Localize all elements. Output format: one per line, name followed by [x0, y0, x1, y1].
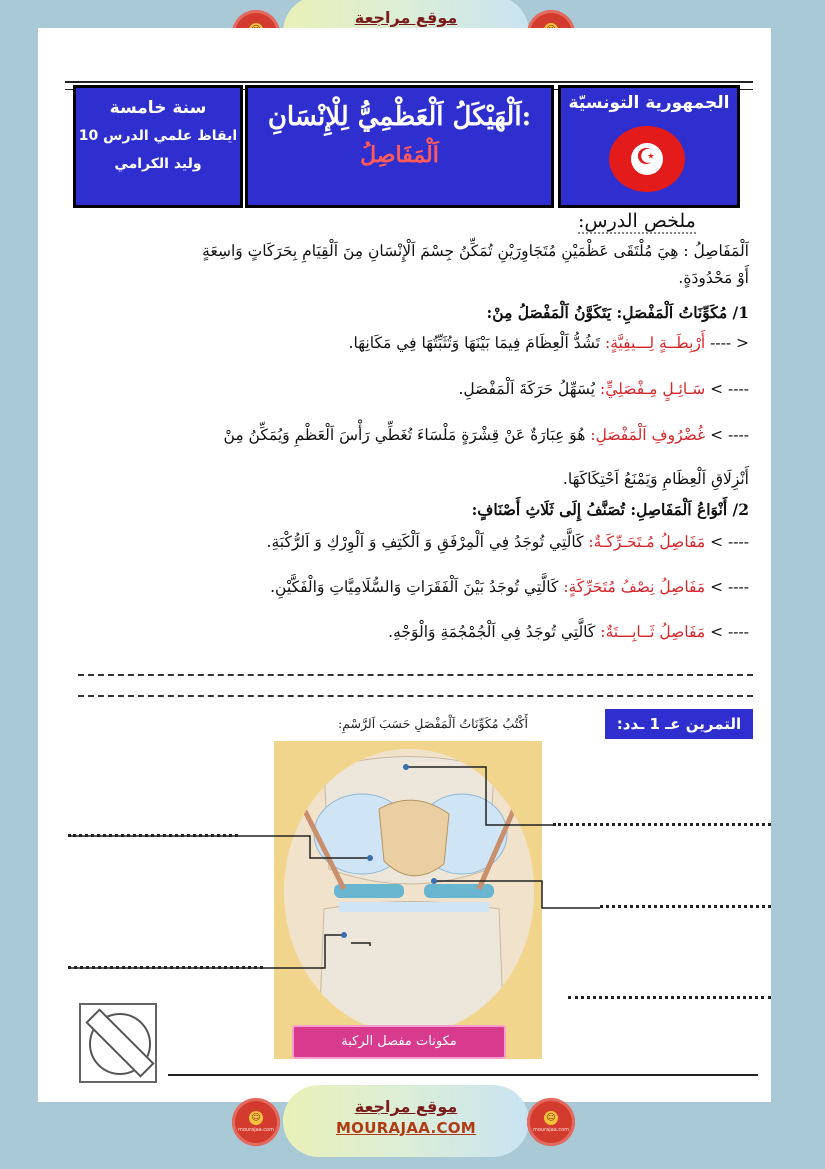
- type-label: مَفَاصِلُ ثَــابِـــتَةٌ:: [600, 623, 706, 641]
- component-text: يُسَهِّلُ حَرَكَةَ اَلْمَفْصَلِ.: [458, 380, 596, 398]
- arrow-marker: ---- >: [710, 533, 749, 551]
- lesson-subtitle: اَلْمَفَاصِلُ: [360, 142, 439, 168]
- exercise-label: التمرين عـ 1 ـدد:: [605, 709, 753, 739]
- component-label: غُضْرُوفِ اَلْمَفْصَلِ:: [590, 426, 706, 444]
- grade-label: سنة خامسة: [109, 98, 207, 118]
- site-banner-bottom[interactable]: [283, 1085, 529, 1157]
- type-text: كَالَّتِي تُوجَدُ فِي اَلْجُمْجُمَةِ وَالْوَجْهِ.: [388, 623, 596, 641]
- components-title: 1/ مُكَوِّنَاتُ اَلْمَفْصَلِ: يَتَكَوَّنُ اَلْمَفْصَلُ مِنْ:: [486, 303, 749, 322]
- teacher-name: وليد الكرامي: [114, 156, 202, 172]
- answer-line[interactable]: [68, 966, 263, 969]
- diagram-caption: مكونات مفصل الركبة: [292, 1025, 506, 1059]
- exercise-instruction: أَكْتُبُ مُكَوِّنَاتُ اَلْمَفْصَلِ حَسَبَ اَلرَّسْمِ:: [338, 716, 528, 731]
- answer-line[interactable]: [553, 823, 771, 826]
- types-title: 2/ أَنْوَاعُ اَلْمَفَاصِلِ: تُصَنَّفُ إِلَى ثَلَاثِ أَصْنَافٍ:: [471, 500, 749, 519]
- definition-text: هِيَ مُلْتَقَى عَظْمَيْنِ مُتَجَاوِرَيْنِ تُمَكِّنُ جِسْمَ اَلْإِنْسَانِ مِنَ اَلْقِيَامِ بِحَرَكَاتٍ وَاسِعَةٍ: [202, 242, 679, 260]
- arrow-marker: ---- >: [710, 380, 749, 398]
- lesson-number: ايقاظ علمي الدرس 10: [78, 128, 238, 144]
- answer-line[interactable]: [600, 905, 771, 908]
- component-continuation: أَنْزِلَاقِ اَلْعِظَامِ وَيَمْنَعُ اَحْتِكَاكَهَا.: [562, 470, 749, 488]
- lesson-title: اَلْهَيْكَلُ اَلْعَظْمِيُّ لِلْإِنْسَانِ:: [267, 102, 532, 132]
- arrow-marker: ---- >: [710, 623, 749, 641]
- site-name-latin: MOURAJAA.COM: [335, 1119, 477, 1137]
- definition-text-2: أَوْ مَحْدُودَةٍ.: [678, 269, 749, 287]
- answer-line[interactable]: [568, 996, 771, 999]
- site-name-arabic: موقع مراجعة: [354, 8, 458, 27]
- school-stamp-icon: [79, 1003, 157, 1083]
- site-logo-badge: ☺ mourajaa.com: [232, 1098, 280, 1146]
- answer-line[interactable]: [68, 834, 238, 837]
- arrow-marker: ---- >: [710, 334, 749, 352]
- type-text: كَالَّتِي تُوجَدُ فِي اَلْمِرْفَقِ وَ اَلْكَتِفِ وَ اَلْوِرْكِ وَ اَلرُّكْبَةِ.: [266, 533, 584, 551]
- worksheet-page: [38, 28, 771, 1102]
- country-name: الجمهورية التونسيّة: [568, 93, 730, 113]
- footer-rule: [168, 1074, 758, 1076]
- definition-label: اَلْمَفَاصِلُ :: [683, 242, 749, 260]
- component-label: أَرْبِطَــةٍ لِـــيفِيَّةٍ:: [604, 334, 706, 352]
- type-label: مَفَاصِلُ نِصْفُ مُتَحَرِّكَةٍ:: [563, 578, 706, 596]
- type-text: كَالَّتِي تُوجَدُ بَيْنَ اَلْفَقَرَاتِ وَالسُّلَامِيَّاتِ وَالْفَكَّيْنِ.: [270, 578, 559, 596]
- site-name-arabic: موقع مراجعة: [354, 1097, 458, 1116]
- summary-title: ملخص الدرس:: [578, 210, 696, 232]
- callout-lines: [38, 28, 771, 1102]
- arrow-marker: ---- >: [710, 578, 749, 596]
- site-logo-badge: ☺ mourajaa.com: [527, 1098, 575, 1146]
- component-label: سَـائِـلٍ مِـفْصَلِيٍّ:: [600, 380, 706, 398]
- type-label: مَفَاصِلُ مُـتَحَـرِّكَـةٌ:: [588, 533, 706, 551]
- component-text: تَشُدُّ اَلْعِظَامَ فِيمَا بَيْنَهَا وَتُثَبِّتُهَا فِي مَكَانِهَا.: [348, 334, 601, 352]
- component-text: هُوَ عِبَارَةٌ عَنْ قِشْرَةٍ مَلْسَاءَ تُغَطِّي رَأْسَ اَلْعَظْمِ وَيُمَكِّنُ مِنْ: [223, 426, 586, 444]
- arrow-marker: ---- >: [710, 426, 749, 444]
